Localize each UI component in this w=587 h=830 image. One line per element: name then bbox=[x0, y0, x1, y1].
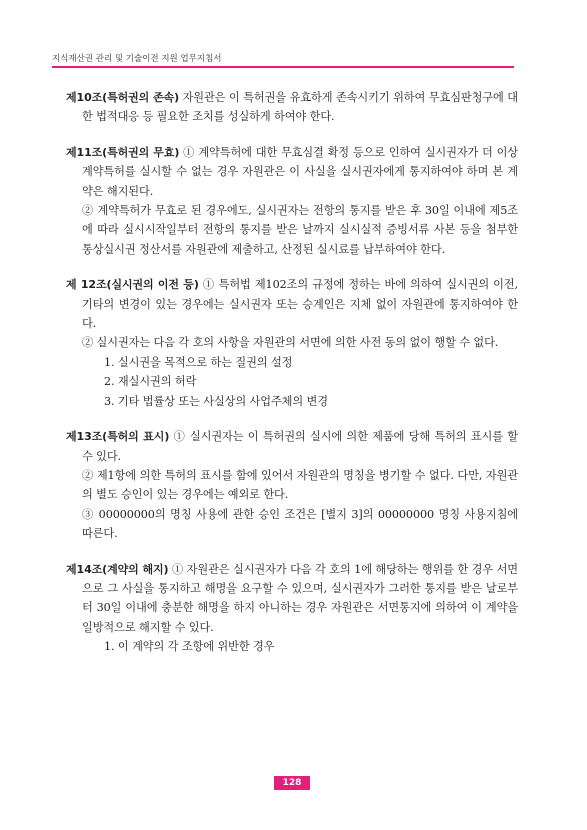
item-list bbox=[66, 353, 518, 411]
article-paragraph bbox=[66, 427, 518, 466]
article-text: ① 특허법 제102조의 규정에 정하는 바에 의하여 실시권의 이전, 기타의 변경이 있는 경우에는 실시권자 또는 승계인은 지체 없이 자원관에 통지하여야 한다. bbox=[82, 278, 518, 331]
article-paragraph: ② 실시권자는 다음 각 호의 사항을 자원관의 서면에 의한 사전 동의 없이 행할 수 없다. bbox=[82, 336, 499, 350]
running-header: 지식재산권 관리 및 기술이전 지원 업무지침서 bbox=[52, 54, 222, 64]
article-paragraph bbox=[66, 560, 518, 638]
header-rule bbox=[52, 66, 514, 68]
page-number: 128 bbox=[274, 776, 310, 790]
article-title: 제14조(계약의 해지) bbox=[66, 562, 169, 576]
list-item: 2. 재실시권의 허락 bbox=[104, 375, 197, 389]
article-10 bbox=[66, 88, 518, 127]
article-13 bbox=[66, 427, 518, 543]
article-text: ① 실시권자는 이 특허권의 실시에 의한 제품에 당해 특허의 표시를 할 수 있다. bbox=[82, 430, 519, 463]
article-12 bbox=[66, 275, 518, 411]
article-paragraph bbox=[66, 275, 518, 333]
article-paragraph bbox=[66, 143, 518, 201]
article-title: 제10조(특허권의 존속) bbox=[66, 91, 180, 104]
item-list bbox=[66, 637, 518, 656]
document-body bbox=[66, 88, 518, 673]
list-item: 1. 이 계약의 각 조항에 위반한 경우 bbox=[104, 640, 275, 654]
article-paragraph bbox=[66, 88, 518, 127]
article-title: 제 12조(실시권의 이전 등) bbox=[66, 278, 199, 292]
article-text: 자원관은 이 특허권을 유효하게 존속시키기 위하여 무효심판청구에 대한 법적대응 등 필요한 조치를 성실하게 하여야 한다. bbox=[82, 91, 518, 124]
article-text: ① 자원관은 실시권자가 다음 각 호의 1에 해당하는 행위를 한 경우 서면으로 그 사실을 통지하고 해명을 요구할 수 있으며, 실시권자가 그러한 통지를 받은 날로부터 30일 이내에 충분한 해명을 하지 아니하는 경우 자원관은 서면통지에 의하여 이 계약을 일방적으로 해지할 수 있다. bbox=[82, 562, 518, 634]
article-11 bbox=[66, 143, 518, 259]
article-paragraph: ② 계약특허가 무효로 된 경우에도, 실시권자는 전항의 통지를 받은 후 30일 이내에 제5조에 따라 실시시작일부터 전항의 통지를 받은 날까지 실시실적 증빙서류 사본 등을 첨부한 통상실시권 정산서를 자원관에 제출하고, 산정된 실시료를 납부하여야 한다. bbox=[82, 204, 518, 256]
article-text: ① 계약특허에 대한 무효심결 확정 등으로 인하여 실시권자가 더 이상 계약특허를 실시할 수 없는 경우 자원관은 이 사실을 실시권자에게 통지하여야 하며 본 계약은 해지된다. bbox=[82, 145, 518, 198]
list-item: 1. 실시권을 목적으로 하는 질권의 설정 bbox=[104, 355, 293, 369]
article-paragraph: ③ 00000000의 명칭 사용에 관한 승인 조건은 [별지 3]의 00000000 명칭 사용지침에 따른다. bbox=[82, 507, 518, 541]
article-paragraph: ② 제1항에 의한 특허의 표시를 함에 있어서 자원관의 명칭을 병기할 수 없다. 다만, 자원관의 별도 승인이 있는 경우에는 예외로 한다. bbox=[82, 468, 518, 502]
list-item: 3. 기타 법률상 또는 사실상의 사업주체의 변경 bbox=[104, 394, 328, 408]
article-title: 제11조(특허권의 무효) bbox=[66, 145, 180, 159]
article-title: 제13조(특허의 표시) bbox=[66, 430, 170, 444]
article-14 bbox=[66, 560, 518, 657]
